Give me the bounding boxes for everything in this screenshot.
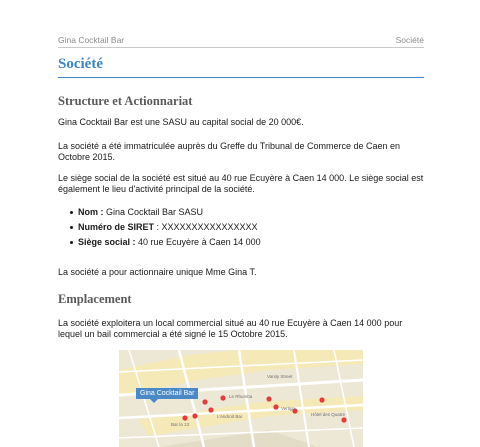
map-label-vanity: Vanity Street — [267, 374, 293, 379]
section-heading-structure: Structure et Actionnariat — [58, 94, 193, 108]
map-label-hotel: Hôtel des Quatre — [311, 412, 346, 417]
page-header — [58, 33, 424, 48]
paragraph-immatriculation: La société a été immatriculée auprès du Greffe du Tribunal de Commerce de Caen en Octobre 2015. — [58, 141, 401, 163]
location-map[interactable] — [119, 350, 363, 447]
map-label-rhumba: Le Rhumba — [229, 394, 253, 399]
bullet-icon — [70, 241, 73, 244]
paragraph-siege: Le siège social de la société est situé au 40 rue Ecuyère à Caen 14 000. Le siège social est également le lieu d'activité principal de la société. — [58, 173, 424, 195]
map-label-vertigo: Vertigo — [281, 406, 296, 411]
paragraph-actionnaire: La société a pour actionnaire unique Mme Gina T. — [58, 267, 257, 277]
list-item-siege: Siège social : 40 rue Ecuyère à Caen 14 000 — [70, 237, 261, 247]
bullet-icon — [70, 211, 73, 214]
list-item-nom: Nom : Gina Cocktail Bar SASU — [70, 207, 203, 217]
map-marker-label[interactable]: Gina Cocktail Bar — [136, 388, 198, 399]
header-left: Gina Cocktail Bar — [58, 35, 125, 45]
title-rule — [58, 77, 424, 78]
map-label-endroit: L'endroit Bar — [217, 414, 243, 419]
paragraph-local: La société exploitera un local commercial situé au 40 rue Ecuyère à Caen 14 000 pour lequel un bail commercial a été signé le 15 Octobre 2015. — [58, 318, 403, 340]
page-title: Société — [58, 56, 103, 72]
paragraph-capital: Gina Cocktail Bar est une SASU au capital social de 20 000€. — [58, 117, 304, 127]
section-heading-emplacement: Emplacement — [58, 292, 132, 306]
header-right: Société — [395, 35, 424, 45]
bullet-icon — [70, 226, 73, 229]
map-label-bar13: Bar la 13 — [171, 422, 190, 427]
list-item-siret: Numéro de SIRET : XXXXXXXXXXXXXXXX — [70, 222, 258, 232]
